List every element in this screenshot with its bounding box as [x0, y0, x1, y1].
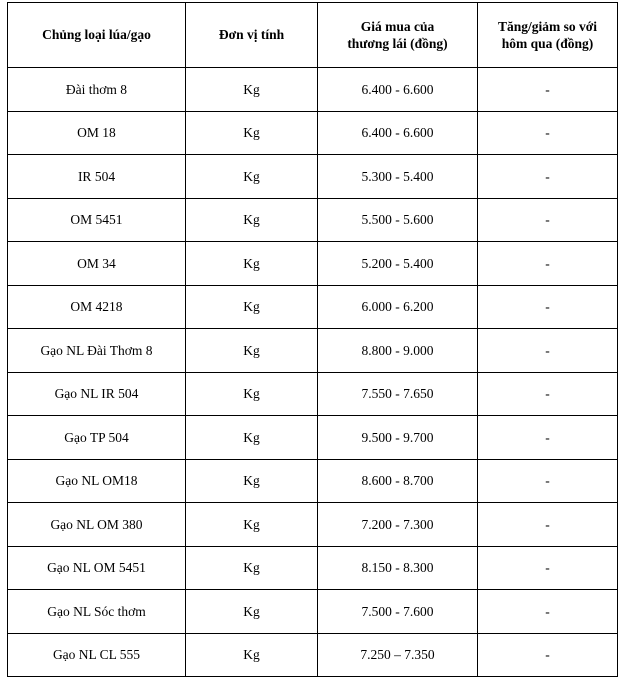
- table-row: [8, 590, 618, 634]
- cell-price: 6.400 - 6.600: [318, 111, 478, 155]
- cell-variety: Gạo TP 504: [8, 416, 186, 460]
- cell-price: 6.400 - 6.600: [318, 68, 478, 112]
- cell-change: -: [478, 459, 618, 503]
- column-header-variety: [8, 3, 186, 68]
- table-row: [8, 503, 618, 547]
- cell-price: 8.800 - 9.000: [318, 329, 478, 373]
- cell-change: -: [478, 590, 618, 634]
- table-row: [8, 242, 618, 286]
- cell-change: -: [478, 416, 618, 460]
- table-row: [8, 633, 618, 677]
- cell-variety: OM 5451: [8, 198, 186, 242]
- cell-variety: Gạo NL CL 555: [8, 633, 186, 677]
- table-header-row: [8, 3, 618, 68]
- cell-price: 5.200 - 5.400: [318, 242, 478, 286]
- cell-unit: Kg: [186, 242, 318, 286]
- cell-unit: Kg: [186, 285, 318, 329]
- cell-price: 6.000 - 6.200: [318, 285, 478, 329]
- cell-change: -: [478, 111, 618, 155]
- cell-unit: Kg: [186, 372, 318, 416]
- cell-change: -: [478, 503, 618, 547]
- cell-variety: OM 4218: [8, 285, 186, 329]
- column-header-variety-line-1: Chủng loại lúa/gạo: [42, 27, 151, 43]
- cell-change: -: [478, 372, 618, 416]
- cell-unit: Kg: [186, 459, 318, 503]
- table-row: [8, 372, 618, 416]
- table-row: [8, 285, 618, 329]
- cell-change: -: [478, 242, 618, 286]
- column-header-change-line-2: hôm qua (đồng): [501, 36, 594, 51]
- cell-variety: Đài thơm 8: [8, 68, 186, 112]
- table-body: [8, 68, 618, 677]
- cell-price: 8.600 - 8.700: [318, 459, 478, 503]
- table-row: [8, 68, 618, 112]
- table-header: [8, 3, 618, 68]
- cell-change: -: [478, 285, 618, 329]
- cell-variety: IR 504: [8, 155, 186, 199]
- cell-variety: Gạo NL Đài Thơm 8: [8, 329, 186, 373]
- column-header-unit: [186, 3, 318, 68]
- cell-unit: Kg: [186, 590, 318, 634]
- cell-unit: Kg: [186, 155, 318, 199]
- cell-variety: Gạo NL IR 504: [8, 372, 186, 416]
- table-row: [8, 546, 618, 590]
- cell-unit: Kg: [186, 198, 318, 242]
- cell-price: 7.200 - 7.300: [318, 503, 478, 547]
- cell-unit: Kg: [186, 546, 318, 590]
- column-header-price: [318, 3, 478, 68]
- cell-price: 5.500 - 5.600: [318, 198, 478, 242]
- cell-variety: Gạo NL OM 380: [8, 503, 186, 547]
- cell-unit: Kg: [186, 329, 318, 373]
- column-header-unit-line-1: Đơn vị tính: [218, 27, 285, 43]
- cell-change: -: [478, 155, 618, 199]
- cell-variety: OM 34: [8, 242, 186, 286]
- cell-price: 7.500 - 7.600: [318, 590, 478, 634]
- cell-unit: Kg: [186, 111, 318, 155]
- cell-unit: Kg: [186, 503, 318, 547]
- cell-change: -: [478, 633, 618, 677]
- cell-price: 7.250 – 7.350: [318, 633, 478, 677]
- cell-variety: OM 18: [8, 111, 186, 155]
- cell-unit: Kg: [186, 633, 318, 677]
- cell-price: 9.500 - 9.700: [318, 416, 478, 460]
- table-row: [8, 155, 618, 199]
- cell-variety: Gạo NL OM 5451: [8, 546, 186, 590]
- rice-price-table: [7, 2, 618, 677]
- cell-price: 5.300 - 5.400: [318, 155, 478, 199]
- cell-unit: Kg: [186, 416, 318, 460]
- cell-price: 7.550 - 7.650: [318, 372, 478, 416]
- table-row: [8, 111, 618, 155]
- table-row: [8, 459, 618, 503]
- cell-change: -: [478, 329, 618, 373]
- table-row: [8, 329, 618, 373]
- table-row: [8, 198, 618, 242]
- column-header-price-line-1: Giá mua của: [360, 18, 435, 34]
- cell-unit: Kg: [186, 68, 318, 112]
- column-header-price-line-2: thương lái (đồng): [347, 36, 448, 51]
- column-header-change-line-1: Tăng/giảm so với: [498, 18, 597, 34]
- cell-change: -: [478, 68, 618, 112]
- column-header-change: [478, 3, 618, 68]
- cell-price: 8.150 - 8.300: [318, 546, 478, 590]
- cell-variety: Gạo NL Sóc thơm: [8, 590, 186, 634]
- table-row: [8, 416, 618, 460]
- cell-change: -: [478, 546, 618, 590]
- cell-change: -: [478, 198, 618, 242]
- cell-variety: Gạo NL OM18: [8, 459, 186, 503]
